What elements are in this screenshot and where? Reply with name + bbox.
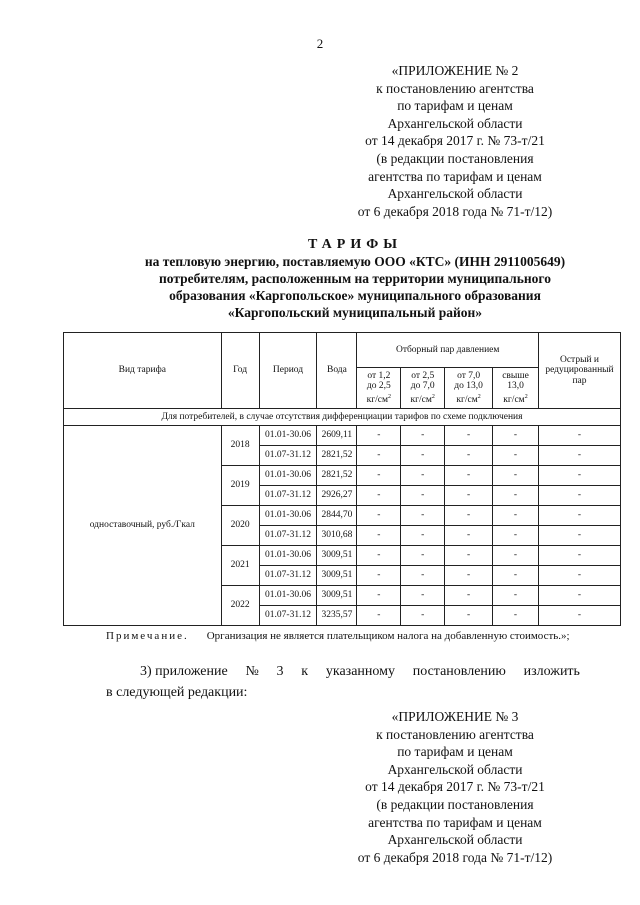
dash-cell: -	[493, 566, 539, 586]
dash-cell: -	[357, 426, 401, 446]
header-tariff-type: Вид тарифа	[64, 333, 222, 409]
appendix-2-header	[330, 62, 580, 220]
period-cell: 01.01-30.06	[259, 546, 317, 566]
dash-cell: -	[538, 446, 620, 466]
dash-cell: -	[445, 586, 493, 606]
paragraph-word: указанному	[325, 664, 395, 679]
dash-cell: -	[401, 546, 445, 566]
dash-cell: -	[357, 526, 401, 546]
water-cell: 3009,51	[317, 546, 357, 566]
dash-cell: -	[538, 426, 620, 446]
appendix-line: агентства по тарифам и ценам	[368, 168, 542, 184]
period-cell: 01.07-31.12	[259, 446, 317, 466]
dash-cell: -	[401, 486, 445, 506]
paragraph-word: изложить	[523, 664, 580, 679]
tariffs-title	[95, 236, 615, 321]
dash-cell: -	[538, 566, 620, 586]
header-steam-col: свыше 13,0 $кг/см^2$	[493, 368, 539, 409]
appendix-line: от 6 декабря 2018 года № 71-т/12)	[357, 849, 553, 865]
water-cell: 2609,11	[317, 426, 357, 446]
dash-cell: -	[445, 426, 493, 446]
period-cell: 01.07-31.12	[259, 566, 317, 586]
note-text: Организация не является плательщиком налога на добавленную стоимость.»;	[206, 630, 570, 642]
dash-cell: -	[445, 466, 493, 486]
title-line: образования «Каргопольское» муниципального образования	[169, 288, 541, 303]
dash-cell: -	[493, 486, 539, 506]
period-cell: 01.01-30.06	[259, 586, 317, 606]
paragraph-word: 3	[276, 664, 284, 679]
header-steam-col: от 1,2 до 2,5 $кг/см^2$	[357, 368, 401, 409]
appendix-line: (в редакции постановления	[376, 796, 534, 812]
appendix-line: Архангельской области	[387, 115, 523, 131]
period-cell: 01.01-30.06	[259, 466, 317, 486]
title-line: «Каргопольский муниципальный район»	[227, 305, 483, 320]
header-sharp-steam: Острый и редуцированный пар	[538, 333, 620, 409]
appendix-line: агентства по тарифам и ценам	[368, 814, 542, 830]
paragraph-word: №	[245, 664, 259, 679]
header-steam-col: от 2,5 до 7,0 $кг/см^2$	[401, 368, 445, 409]
water-cell: 3010,68	[317, 526, 357, 546]
paragraph-word: постановлению	[412, 664, 506, 679]
appendix-line: от 14 декабря 2017 г. № 73-т/21	[365, 133, 545, 149]
dash-cell: -	[401, 566, 445, 586]
dash-cell: -	[357, 586, 401, 606]
appendix-line: от 14 декабря 2017 г. № 73-т/21	[365, 779, 545, 795]
water-cell: 3235,57	[317, 606, 357, 626]
appendix-line: Архангельской области	[387, 186, 523, 202]
water-cell: 3009,51	[317, 586, 357, 606]
paragraph-word: к	[301, 664, 309, 679]
dash-cell: -	[493, 526, 539, 546]
period-cell: 01.07-31.12	[259, 486, 317, 506]
dash-cell: -	[445, 486, 493, 506]
dash-cell: -	[493, 586, 539, 606]
year-cell: 2018	[221, 426, 259, 466]
dash-cell: -	[357, 466, 401, 486]
title-line: потребителям, расположенным на территории муниципального	[159, 271, 551, 286]
paragraph-line: в следующей редакции:	[106, 685, 248, 700]
tariffs-table	[63, 332, 621, 626]
appendix-line: Архангельской области	[387, 832, 523, 848]
dash-cell: -	[401, 586, 445, 606]
dash-cell: -	[357, 546, 401, 566]
header-period: Период	[259, 333, 317, 409]
dash-cell: -	[493, 466, 539, 486]
title-line: на тепловую энергию, поставляемую ООО «КТС» (ИНН 2911005649)	[144, 254, 566, 269]
water-cell: 2926,27	[317, 486, 357, 506]
appendix-line: к постановлению агентства	[376, 726, 534, 742]
dash-cell: -	[445, 606, 493, 626]
dash-cell: -	[357, 506, 401, 526]
appendix-line: к постановлению агентства	[376, 80, 534, 96]
amendment-paragraph	[106, 661, 580, 703]
water-cell: 2821,52	[317, 446, 357, 466]
year-cell: 2020	[221, 506, 259, 546]
appendix-3-header	[330, 708, 580, 866]
dash-cell: -	[538, 506, 620, 526]
water-cell: 2821,52	[317, 466, 357, 486]
dash-cell: -	[493, 606, 539, 626]
header-steam-col: от 7,0 до 13,0 $кг/см^2$	[445, 368, 493, 409]
paragraph-word: 3) приложение	[140, 664, 228, 679]
dash-cell: -	[538, 586, 620, 606]
dash-cell: -	[445, 506, 493, 526]
title-main: ТАРИФЫ	[308, 237, 402, 252]
dash-cell: -	[445, 566, 493, 586]
period-cell: 01.07-31.12	[259, 526, 317, 546]
table-row	[64, 426, 621, 446]
year-cell: 2019	[221, 466, 259, 506]
dash-cell: -	[445, 526, 493, 546]
dash-cell: -	[538, 546, 620, 566]
dash-cell: -	[357, 486, 401, 506]
consumer-row: Для потребителей, в случае отсутствия дифференциации тарифов по схеме подключения	[64, 409, 621, 426]
appendix-line: по тарифам и ценам	[397, 98, 513, 114]
dash-cell: -	[401, 606, 445, 626]
appendix-line: от 6 декабря 2018 года № 71-т/12)	[357, 203, 553, 219]
paragraph-line	[140, 661, 580, 682]
year-cell: 2021	[221, 546, 259, 586]
page-number: 2	[316, 36, 324, 51]
dash-cell: -	[401, 466, 445, 486]
dash-cell: -	[401, 526, 445, 546]
appendix-line: Архангельской области	[387, 761, 523, 777]
dash-cell: -	[401, 506, 445, 526]
period-cell: 01.07-31.12	[259, 606, 317, 626]
header-steam-group: Отборный пар давлением	[357, 333, 539, 368]
table-note	[106, 630, 570, 642]
appendix-line: «ПРИЛОЖЕНИЕ № 3	[391, 709, 519, 724]
dash-cell: -	[538, 466, 620, 486]
appendix-line: (в редакции постановления	[376, 150, 534, 166]
header-water: Вода	[317, 333, 357, 409]
dash-cell: -	[357, 606, 401, 626]
period-cell: 01.01-30.06	[259, 426, 317, 446]
dash-cell: -	[445, 446, 493, 466]
year-cell: 2022	[221, 586, 259, 626]
dash-cell: -	[493, 426, 539, 446]
water-cell: 2844,70	[317, 506, 357, 526]
header-year: Год	[221, 333, 259, 409]
note-label: Примечание.	[106, 630, 189, 642]
water-cell: 3009,51	[317, 566, 357, 586]
dash-cell: -	[493, 506, 539, 526]
dash-cell: -	[401, 446, 445, 466]
appendix-line: «ПРИЛОЖЕНИЕ № 2	[391, 63, 519, 78]
appendix-line: по тарифам и ценам	[397, 744, 513, 760]
dash-cell: -	[493, 546, 539, 566]
dash-cell: -	[357, 446, 401, 466]
dash-cell: -	[401, 426, 445, 446]
dash-cell: -	[493, 446, 539, 466]
dash-cell: -	[538, 486, 620, 506]
tariff-label: одноставочный, руб./Гкал	[64, 426, 222, 626]
dash-cell: -	[538, 526, 620, 546]
dash-cell: -	[357, 566, 401, 586]
dash-cell: -	[445, 546, 493, 566]
dash-cell: -	[538, 606, 620, 626]
period-cell: 01.01-30.06	[259, 506, 317, 526]
